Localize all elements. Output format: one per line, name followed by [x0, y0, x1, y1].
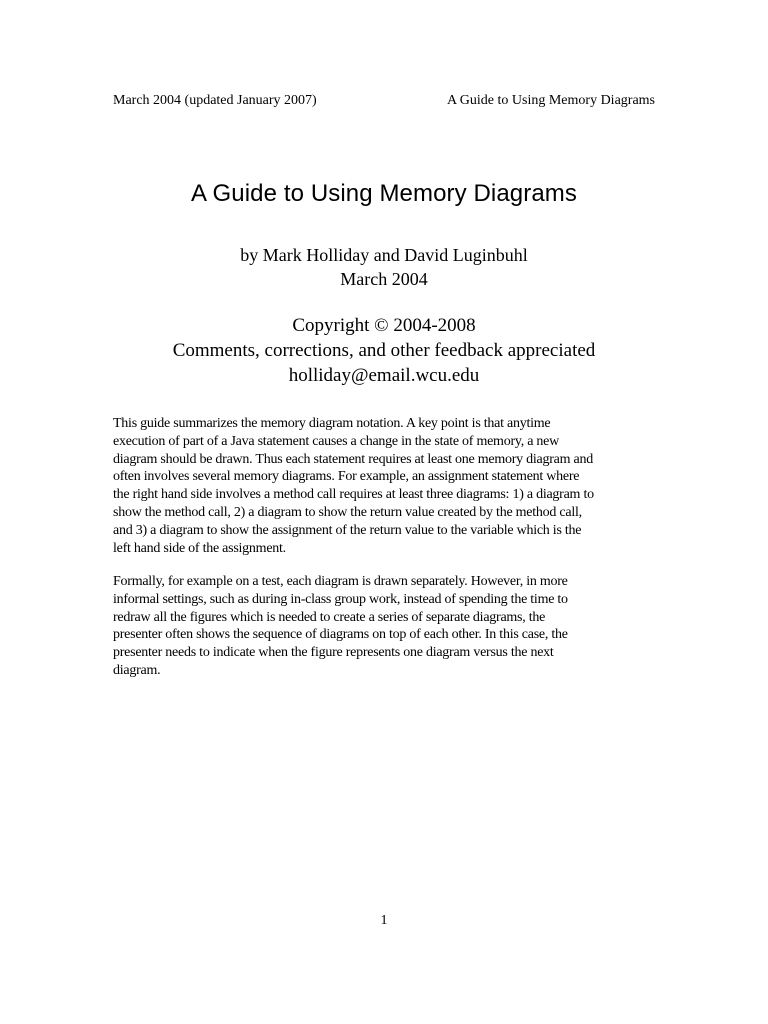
intro-paragraph [113, 415, 658, 557]
byline-date: March 2004 [340, 269, 428, 289]
contact-email: holliday@email.wcu.edu [288, 365, 480, 386]
paragraph-line: informal settings, such as during in-class group work, instead of spending the time to [113, 591, 568, 607]
paragraph-line: presenter often shows the sequence of diagrams on top of each other. In this case, the [113, 627, 568, 643]
paragraph-line: the right hand side involves a method call requires at least three diagrams: 1) a diagram to [113, 487, 594, 503]
header-running-title: A Guide to Using Memory Diagrams [446, 93, 655, 108]
paragraph-line: redraw all the figures which is needed to create a series of separate diagrams, the [113, 609, 546, 625]
paragraph-line: diagram. [113, 662, 161, 678]
copyright-block [0, 313, 768, 388]
feedback-line: Comments, corrections, and other feedback appreciated [172, 340, 596, 361]
paragraph-line: show the method call, 2) a diagram to show the return value created by the method call, [113, 504, 582, 520]
paragraph-line: often involves several memory diagrams. For example, an assignment statement where [113, 469, 580, 485]
paragraph-line: presenter needs to indicate when the figure represents one diagram versus the next [113, 645, 554, 661]
page-number: 1 [380, 913, 388, 928]
byline-authors: by Mark Holliday and David Luginbuhl [240, 245, 528, 265]
paragraph-line: execution of part of a Java statement causes a change in the state of memory, a new [113, 433, 559, 449]
paragraph-line: left hand side of the assignment. [113, 540, 286, 556]
header-date: March 2004 (updated January 2007) [113, 93, 317, 108]
paragraph-line: and 3) a diagram to show the assignment of the return value to the variable which is the [113, 522, 582, 538]
document-title: A Guide to Using Memory Diagrams [190, 180, 577, 207]
paragraph-line: Formally, for example on a test, each diagram is drawn separately. However, in more [113, 574, 568, 589]
byline [0, 243, 768, 291]
formality-paragraph [113, 573, 658, 680]
copyright-notice: Copyright © 2004-2008 [292, 315, 476, 336]
paragraph-line: diagram should be drawn. Thus each statement requires at least one memory diagram and [113, 451, 593, 467]
paragraph-line: This guide summarizes the memory diagram notation. A key point is that anytime [113, 416, 551, 431]
